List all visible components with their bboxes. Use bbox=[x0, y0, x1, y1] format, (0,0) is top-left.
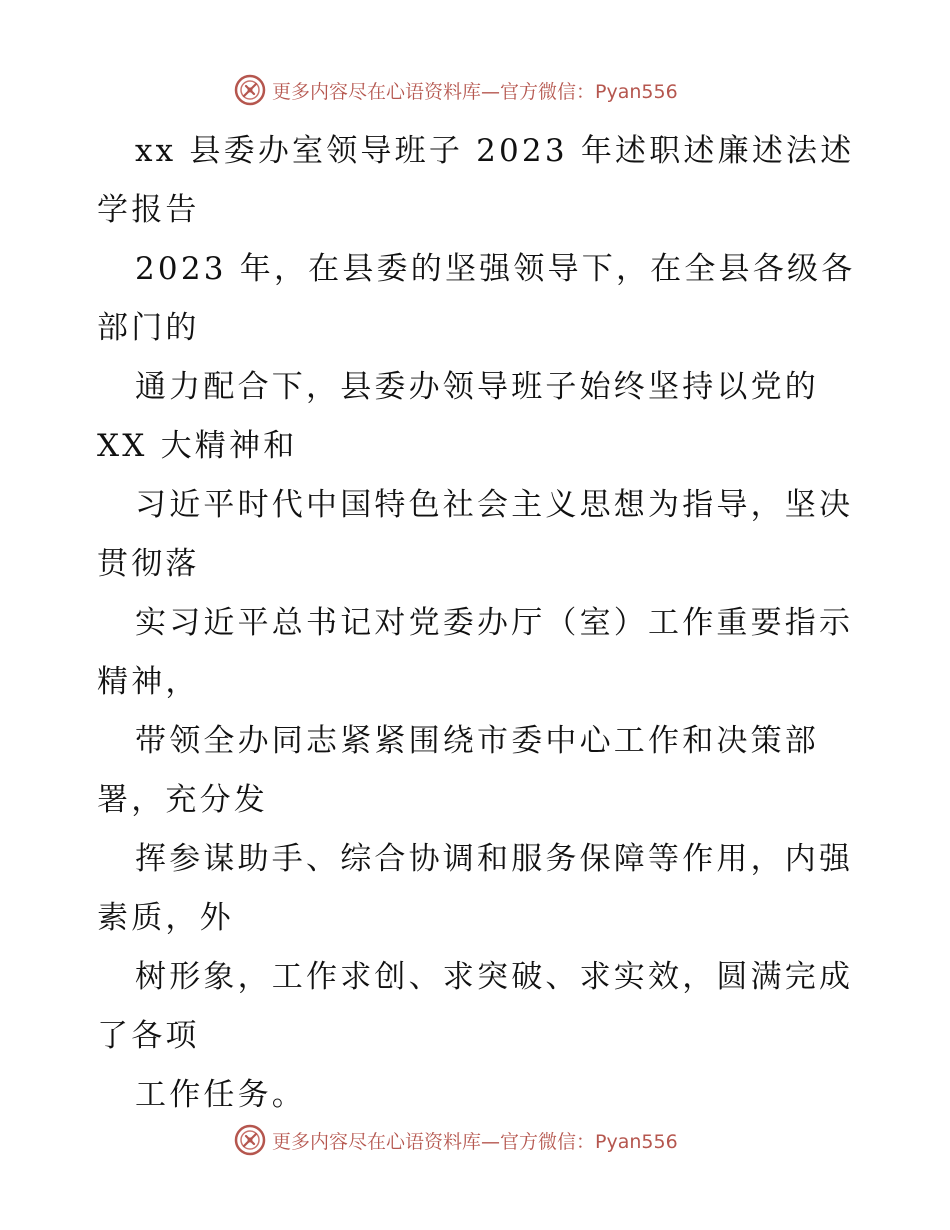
seal-logo-icon bbox=[234, 1124, 266, 1156]
paragraph-line: 精神， bbox=[97, 664, 200, 700]
footer-watermark-text: 更多内容尽在心语资料库—官方微信：Pyan556 bbox=[272, 1130, 678, 1153]
paragraph-line: 2023 年，在县委的坚强领导下，在全县各级各 bbox=[135, 251, 856, 287]
paragraph-line: 工作任务。 bbox=[135, 1077, 306, 1113]
seal-logo-icon bbox=[234, 74, 266, 106]
paragraph-line: xx 县委办室领导班子 2023 年述职述廉述法述 bbox=[135, 133, 855, 169]
footer-watermark-banner bbox=[234, 1120, 678, 1160]
paragraph-line: 了各项 bbox=[97, 1018, 200, 1054]
paragraph bbox=[97, 948, 857, 1066]
paragraph-line: 贯彻落 bbox=[97, 546, 200, 582]
paragraph-title bbox=[97, 122, 857, 240]
paragraph-line: 挥参谋助手、综合协调和服务保障等作用，内强 bbox=[135, 841, 854, 877]
paragraph bbox=[97, 712, 857, 830]
paragraph bbox=[97, 1066, 857, 1125]
paragraph-line: 实习近平总书记对党委办厅（室）工作重要指示 bbox=[135, 605, 854, 641]
paragraph-line: 带领全办同志紧紧围绕市委中心工作和决策部 bbox=[135, 723, 819, 759]
paragraph-line: 素质，外 bbox=[97, 900, 234, 936]
paragraph bbox=[97, 830, 857, 948]
paragraph bbox=[97, 476, 857, 594]
paragraph-line: 习近平时代中国特色社会主义思想为指导，坚决 bbox=[135, 487, 854, 523]
paragraph-line: 学报告 bbox=[97, 192, 200, 228]
header-watermark-banner bbox=[234, 70, 678, 110]
document-body bbox=[97, 122, 857, 1125]
paragraph-line: XX 大精神和 bbox=[97, 428, 298, 464]
paragraph-line: 署，充分发 bbox=[97, 782, 268, 818]
paragraph-line: 部门的 bbox=[97, 310, 200, 346]
header-watermark-text: 更多内容尽在心语资料库—官方微信：Pyan556 bbox=[272, 80, 678, 103]
paragraph bbox=[97, 594, 857, 712]
paragraph bbox=[97, 358, 857, 476]
paragraph bbox=[97, 240, 857, 358]
paragraph-line: 树形象，工作求创、求突破、求实效，圆满完成 bbox=[135, 959, 854, 995]
paragraph-line: 通力配合下，县委办领导班子始终坚持以党的 bbox=[135, 369, 819, 405]
